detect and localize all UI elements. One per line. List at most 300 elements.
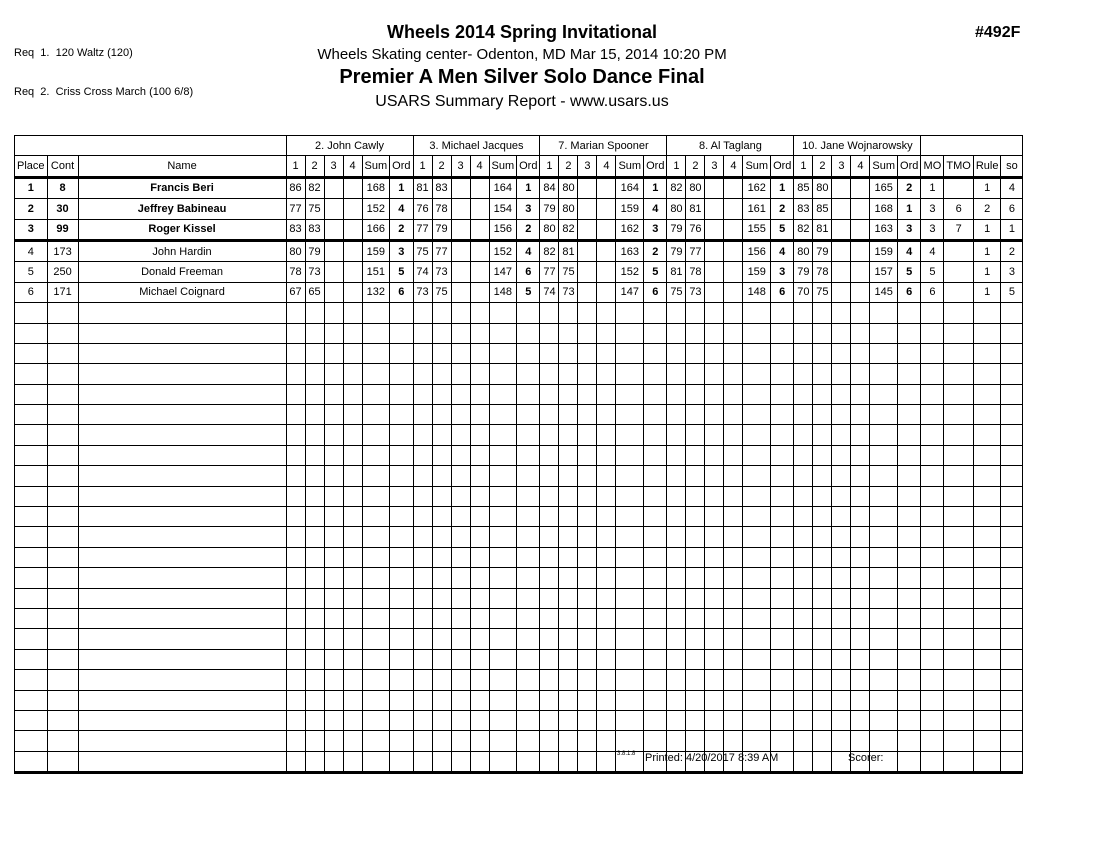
table-row xyxy=(15,177,1023,198)
score-cell xyxy=(851,384,870,404)
ord-cell: 6 xyxy=(517,262,540,282)
score-cell xyxy=(832,507,851,527)
tmo-cell xyxy=(944,507,973,527)
score-cell xyxy=(578,177,597,198)
sum-cell xyxy=(362,323,390,343)
score-cell: 78 xyxy=(686,262,705,282)
score-cell xyxy=(286,323,305,343)
sum-cell xyxy=(616,547,644,567)
rule-cell: 1 xyxy=(973,282,1001,302)
ord-cell xyxy=(771,547,794,567)
score-cell xyxy=(667,710,686,730)
name-cell: Francis Beri xyxy=(78,177,286,198)
score-cell xyxy=(597,690,616,710)
rule-cell: 1 xyxy=(973,240,1001,261)
score-col-header: 1 xyxy=(794,156,813,177)
cont-cell: 8 xyxy=(47,177,78,198)
ord-cell xyxy=(898,649,921,669)
score-cell xyxy=(851,629,870,649)
sum-cell xyxy=(489,527,517,547)
score-cell xyxy=(432,588,451,608)
ord-cell xyxy=(517,486,540,506)
cont-cell xyxy=(47,303,78,323)
score-cell xyxy=(667,445,686,465)
cont-cell xyxy=(47,527,78,547)
ord-cell xyxy=(898,486,921,506)
score-col-header: 2 xyxy=(305,156,324,177)
score-cell xyxy=(305,405,324,425)
ord-cell xyxy=(771,384,794,404)
score-cell xyxy=(470,649,489,669)
score-cell xyxy=(413,629,432,649)
sum-cell xyxy=(616,629,644,649)
score-cell xyxy=(724,364,743,384)
score-cell xyxy=(451,303,470,323)
ord-col-header: Ord xyxy=(517,156,540,177)
empty-row xyxy=(15,649,1023,669)
sum-cell xyxy=(362,445,390,465)
name-cell xyxy=(78,568,286,588)
cont-cell xyxy=(47,547,78,567)
ord-cell xyxy=(644,486,667,506)
score-cell xyxy=(686,486,705,506)
score-cell xyxy=(559,608,578,628)
score-col-header: 2 xyxy=(813,156,832,177)
sum-cell xyxy=(616,588,644,608)
score-cell xyxy=(597,199,616,219)
sum-cell xyxy=(616,608,644,628)
so-cell xyxy=(1001,588,1023,608)
sum-cell xyxy=(489,649,517,669)
score-cell xyxy=(813,303,832,323)
score-cell xyxy=(705,282,724,302)
ord-cell xyxy=(771,445,794,465)
mo-cell xyxy=(921,303,944,323)
tmo-cell: 7 xyxy=(944,219,973,240)
score-cell xyxy=(724,445,743,465)
sum-cell xyxy=(743,323,771,343)
score-cell xyxy=(705,323,724,343)
sum-cell xyxy=(362,405,390,425)
sum-col-header: Sum xyxy=(743,156,771,177)
empty-row xyxy=(15,568,1023,588)
score-cell xyxy=(794,649,813,669)
score-cell xyxy=(686,629,705,649)
sum-cell xyxy=(616,364,644,384)
score-cell: 77 xyxy=(286,199,305,219)
judge-header-row xyxy=(15,136,1023,156)
document-number: #492F xyxy=(975,24,1021,41)
score-cell xyxy=(432,608,451,628)
so-cell xyxy=(1001,608,1023,628)
score-cell: 85 xyxy=(813,199,832,219)
name-cell: Roger Kissel xyxy=(78,219,286,240)
sum-cell: 148 xyxy=(489,282,517,302)
score-cell xyxy=(559,343,578,363)
ord-cell xyxy=(644,507,667,527)
score-cell xyxy=(705,527,724,547)
score-cell xyxy=(324,527,343,547)
tmo-cell xyxy=(944,262,973,282)
score-cell xyxy=(851,507,870,527)
score-cell xyxy=(432,690,451,710)
score-cell xyxy=(286,364,305,384)
sum-cell xyxy=(489,405,517,425)
ord-cell xyxy=(771,303,794,323)
score-cell xyxy=(343,384,362,404)
score-cell xyxy=(305,323,324,343)
cont-cell xyxy=(47,670,78,690)
score-cell xyxy=(559,670,578,690)
score-cell xyxy=(305,425,324,445)
sum-col-header: Sum xyxy=(362,156,390,177)
name-cell xyxy=(78,507,286,527)
score-cell xyxy=(705,629,724,649)
score-cell: 83 xyxy=(794,199,813,219)
score-cell xyxy=(705,240,724,261)
sum-cell: 159 xyxy=(743,262,771,282)
score-cell xyxy=(686,568,705,588)
score-cell xyxy=(324,177,343,198)
ord-cell xyxy=(390,384,413,404)
req-line-2: Req 2. Criss Cross March (100 6/8) xyxy=(14,86,194,98)
score-cell: 79 xyxy=(667,219,686,240)
score-cell xyxy=(343,303,362,323)
score-cell xyxy=(305,384,324,404)
score-cell: 80 xyxy=(286,240,305,261)
score-cell xyxy=(470,710,489,730)
score-cell xyxy=(413,343,432,363)
score-cell xyxy=(686,405,705,425)
mo-cell xyxy=(921,608,944,628)
score-cell xyxy=(343,731,362,751)
sum-cell xyxy=(743,486,771,506)
rule-cell xyxy=(973,649,1001,669)
score-cell xyxy=(597,547,616,567)
score-cell xyxy=(794,303,813,323)
sum-cell xyxy=(870,588,898,608)
ord-cell xyxy=(517,670,540,690)
name-cell xyxy=(78,731,286,751)
score-cell xyxy=(597,588,616,608)
score-cell: 73 xyxy=(413,282,432,302)
sum-cell xyxy=(616,425,644,445)
score-cell: 73 xyxy=(305,262,324,282)
sum-cell xyxy=(870,527,898,547)
sum-cell xyxy=(616,486,644,506)
score-cell xyxy=(794,670,813,690)
score-cell xyxy=(451,710,470,730)
score-cell xyxy=(470,445,489,465)
score-cell xyxy=(578,670,597,690)
score-cell xyxy=(813,445,832,465)
score-cell xyxy=(286,527,305,547)
score-cell xyxy=(724,199,743,219)
place-cell xyxy=(15,507,48,527)
score-cell xyxy=(724,343,743,363)
score-cell xyxy=(686,547,705,567)
score-cell xyxy=(597,466,616,486)
score-cell xyxy=(705,262,724,282)
score-cell: 82 xyxy=(540,240,559,261)
cont-cell xyxy=(47,608,78,628)
tmo-cell xyxy=(944,466,973,486)
ord-cell: 1 xyxy=(771,177,794,198)
score-cell xyxy=(324,240,343,261)
score-cell: 83 xyxy=(305,219,324,240)
cont-cell xyxy=(47,710,78,730)
score-cell xyxy=(343,219,362,240)
cont-cell xyxy=(47,405,78,425)
score-cell xyxy=(540,507,559,527)
ord-cell: 3 xyxy=(390,240,413,261)
ord-cell xyxy=(517,690,540,710)
sum-cell xyxy=(870,670,898,690)
score-cell: 86 xyxy=(286,177,305,198)
score-cell xyxy=(813,486,832,506)
ord-cell xyxy=(898,384,921,404)
empty-row xyxy=(15,323,1023,343)
sum-cell xyxy=(743,710,771,730)
tmo-cell xyxy=(944,527,973,547)
score-cell xyxy=(559,384,578,404)
score-cell xyxy=(559,547,578,567)
score-cell xyxy=(470,547,489,567)
score-cell xyxy=(794,343,813,363)
sum-cell xyxy=(489,364,517,384)
so-cell: 4 xyxy=(1001,177,1023,198)
sum-cell xyxy=(616,568,644,588)
score-cell: 80 xyxy=(813,177,832,198)
score-cell xyxy=(851,710,870,730)
sum-cell xyxy=(489,670,517,690)
sum-cell: 147 xyxy=(489,262,517,282)
ord-cell: 3 xyxy=(644,219,667,240)
ord-cell xyxy=(517,608,540,628)
score-cell xyxy=(851,649,870,669)
sum-cell xyxy=(616,303,644,323)
score-cell xyxy=(597,282,616,302)
ord-cell xyxy=(517,507,540,527)
score-cell xyxy=(597,323,616,343)
score-cell xyxy=(540,547,559,567)
score-cell xyxy=(832,649,851,669)
score-cell xyxy=(305,690,324,710)
score-cell xyxy=(851,568,870,588)
place-cell xyxy=(15,527,48,547)
cont-cell: 171 xyxy=(47,282,78,302)
score-cell xyxy=(705,486,724,506)
ord-cell xyxy=(517,547,540,567)
right-blank-cell xyxy=(921,136,1023,156)
name-cell xyxy=(78,527,286,547)
sum-cell xyxy=(362,670,390,690)
sum-cell xyxy=(489,547,517,567)
so-cell xyxy=(1001,649,1023,669)
sum-cell xyxy=(362,507,390,527)
rule-cell xyxy=(973,527,1001,547)
sum-cell xyxy=(489,343,517,363)
ord-cell xyxy=(644,384,667,404)
score-cell xyxy=(794,486,813,506)
so-cell xyxy=(1001,364,1023,384)
cont-cell xyxy=(47,629,78,649)
score-cell xyxy=(578,405,597,425)
ord-cell xyxy=(771,486,794,506)
score-cell xyxy=(851,466,870,486)
ord-cell xyxy=(517,405,540,425)
name-cell xyxy=(78,405,286,425)
sum-cell xyxy=(743,445,771,465)
tmo-cell xyxy=(944,282,973,302)
score-cell: 79 xyxy=(794,262,813,282)
score-cell xyxy=(559,364,578,384)
name-cell xyxy=(78,710,286,730)
place-cell xyxy=(15,731,48,751)
score-cell xyxy=(432,486,451,506)
tmo-cell xyxy=(944,405,973,425)
score-cell xyxy=(724,507,743,527)
cont-cell xyxy=(47,507,78,527)
place-cell xyxy=(15,547,48,567)
sum-cell xyxy=(616,466,644,486)
score-cell xyxy=(413,364,432,384)
score-cell xyxy=(343,323,362,343)
cont-cell xyxy=(47,343,78,363)
ord-cell xyxy=(517,649,540,669)
mo-cell: 5 xyxy=(921,262,944,282)
score-cell xyxy=(832,710,851,730)
mo-header: MO xyxy=(921,156,944,177)
score-cell xyxy=(813,731,832,751)
footer xyxy=(0,750,1100,770)
score-cell xyxy=(597,177,616,198)
score-cell xyxy=(432,425,451,445)
ord-cell xyxy=(644,588,667,608)
score-cell xyxy=(324,608,343,628)
place-cell: 1 xyxy=(15,177,48,198)
score-cell xyxy=(705,690,724,710)
score-cell xyxy=(724,690,743,710)
ord-cell xyxy=(517,323,540,343)
ord-cell xyxy=(644,710,667,730)
score-cell xyxy=(578,282,597,302)
mo-cell xyxy=(921,710,944,730)
ord-cell xyxy=(390,547,413,567)
score-cell xyxy=(794,425,813,445)
score-cell xyxy=(324,568,343,588)
rule-cell: 1 xyxy=(973,177,1001,198)
score-cell xyxy=(432,303,451,323)
name-cell xyxy=(78,588,286,608)
rule-cell xyxy=(973,710,1001,730)
score-cell xyxy=(667,425,686,445)
ord-cell xyxy=(517,466,540,486)
ord-cell xyxy=(644,445,667,465)
place-cell xyxy=(15,364,48,384)
score-cell xyxy=(724,649,743,669)
score-cell xyxy=(470,343,489,363)
score-cell xyxy=(794,731,813,751)
tmo-cell xyxy=(944,690,973,710)
score-cell: 81 xyxy=(559,240,578,261)
tmo-cell xyxy=(944,323,973,343)
score-cell xyxy=(451,425,470,445)
ord-cell xyxy=(898,425,921,445)
ord-cell xyxy=(644,405,667,425)
score-cell xyxy=(286,507,305,527)
score-cell xyxy=(851,177,870,198)
score-cell xyxy=(851,262,870,282)
score-cell xyxy=(451,282,470,302)
score-cell: 73 xyxy=(686,282,705,302)
score-cell xyxy=(667,649,686,669)
score-cell xyxy=(413,466,432,486)
score-cell xyxy=(578,262,597,282)
ord-cell xyxy=(390,629,413,649)
score-cell xyxy=(451,731,470,751)
so-cell: 5 xyxy=(1001,282,1023,302)
tmo-cell xyxy=(944,177,973,198)
score-cell: 81 xyxy=(813,219,832,240)
score-cell xyxy=(597,710,616,730)
score-cell xyxy=(794,405,813,425)
mo-cell xyxy=(921,527,944,547)
score-cell xyxy=(343,262,362,282)
score-cell xyxy=(324,670,343,690)
score-cell: 82 xyxy=(667,177,686,198)
ord-cell: 2 xyxy=(898,177,921,198)
score-col-header: 4 xyxy=(343,156,362,177)
score-cell: 78 xyxy=(286,262,305,282)
ord-cell xyxy=(517,568,540,588)
empty-row xyxy=(15,507,1023,527)
score-cell xyxy=(667,323,686,343)
score-cell xyxy=(705,343,724,363)
score-cell xyxy=(540,405,559,425)
score-cell xyxy=(286,486,305,506)
score-cell xyxy=(813,568,832,588)
score-col-header: 3 xyxy=(324,156,343,177)
ord-cell xyxy=(771,670,794,690)
score-cell xyxy=(413,527,432,547)
score-cell xyxy=(705,405,724,425)
empty-row xyxy=(15,343,1023,363)
ord-cell: 6 xyxy=(644,282,667,302)
score-cell xyxy=(286,731,305,751)
score-cell xyxy=(470,177,489,198)
ord-cell xyxy=(644,343,667,363)
score-cell xyxy=(832,425,851,445)
score-cell xyxy=(286,568,305,588)
sum-cell xyxy=(362,527,390,547)
score-cell xyxy=(686,303,705,323)
score-cell xyxy=(470,608,489,628)
so-cell xyxy=(1001,629,1023,649)
sum-cell: 152 xyxy=(362,199,390,219)
place-cell xyxy=(15,384,48,404)
score-cell xyxy=(832,608,851,628)
score-cell: 75 xyxy=(432,282,451,302)
score-cell xyxy=(832,343,851,363)
score-cell xyxy=(813,608,832,628)
score-cell xyxy=(451,445,470,465)
score-cell xyxy=(578,343,597,363)
score-cell xyxy=(413,507,432,527)
sum-cell xyxy=(489,507,517,527)
score-cell xyxy=(432,710,451,730)
ord-cell xyxy=(898,690,921,710)
